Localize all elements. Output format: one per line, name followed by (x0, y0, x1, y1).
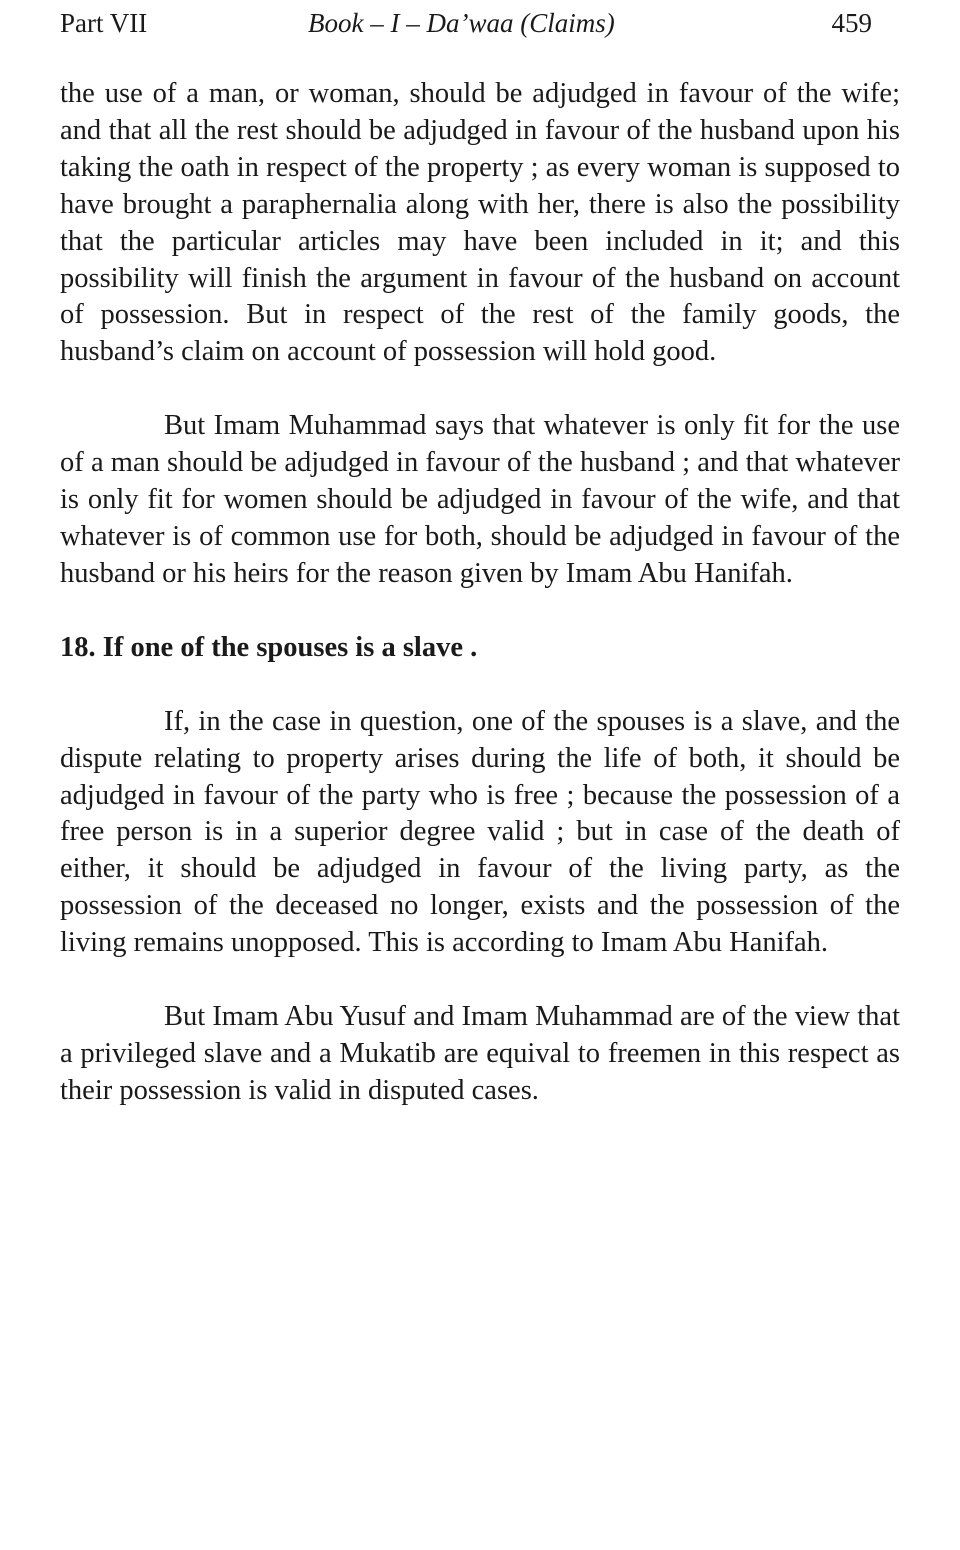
paragraph-slave-spouse: If, in the case in question, one of the spouses is a slave, and the dispute relating to property arises during the life of both, it should be adjudged in favour of the party who is free ; because the possession of a free person is in a superior degree valid ; but in case of the death of either, it should be adjudged in favour of the living party, as the possession of the deceased no longer, exists and the possession of the living remains unopposed. This is according to Imam Abu Hanifah. (60, 705, 900, 959)
paragraph-continued: the use of a man, or woman, should be adjudged in favour of the wife; and that all the rest should be adjudged in favour of the husband upon his taking the oath in respect of the property ; as every woman is supposed to have brought a paraphernalia along with her, there is also the possibility that the particular articles may have been included in it; and this possibility will finish the argument in favour of the husband on account of possession. But in respect of the rest of the family goods, the husband’s claim on account of possession will hold good. (60, 78, 900, 368)
part-label: Part VII (60, 8, 148, 38)
page-number: 459 (831, 8, 872, 38)
paragraph-gap (60, 593, 900, 630)
paragraph-imam-muhammad: But Imam Muhammad says that whatever is only fit for the use of a man should be adjudged in favour of the husband ; and that whatever is only fit for women should be adjudged in favour of the wife, and that whatever is of common use for both, should be adjudged in favour of the husband or his heirs for the reason given by Imam Abu Hanifah. (60, 410, 900, 589)
paragraph-gap (60, 371, 900, 408)
paragraph-abu-yusuf: But Imam Abu Yusuf and Imam Muhammad are of the view that a privileged slave and a Mukatib are equival to freemen in this respect as their possession is valid in disputed cases. (60, 1001, 900, 1106)
body-text (60, 76, 900, 1110)
section-heading: 18. If one of the spouses is a slave . (60, 631, 478, 663)
paragraph-gap (60, 962, 900, 999)
book-title: Book – I – Da’waa (Claims) (308, 8, 615, 38)
book-page (60, 0, 900, 1110)
running-header (60, 0, 900, 42)
paragraph-gap (60, 667, 900, 704)
